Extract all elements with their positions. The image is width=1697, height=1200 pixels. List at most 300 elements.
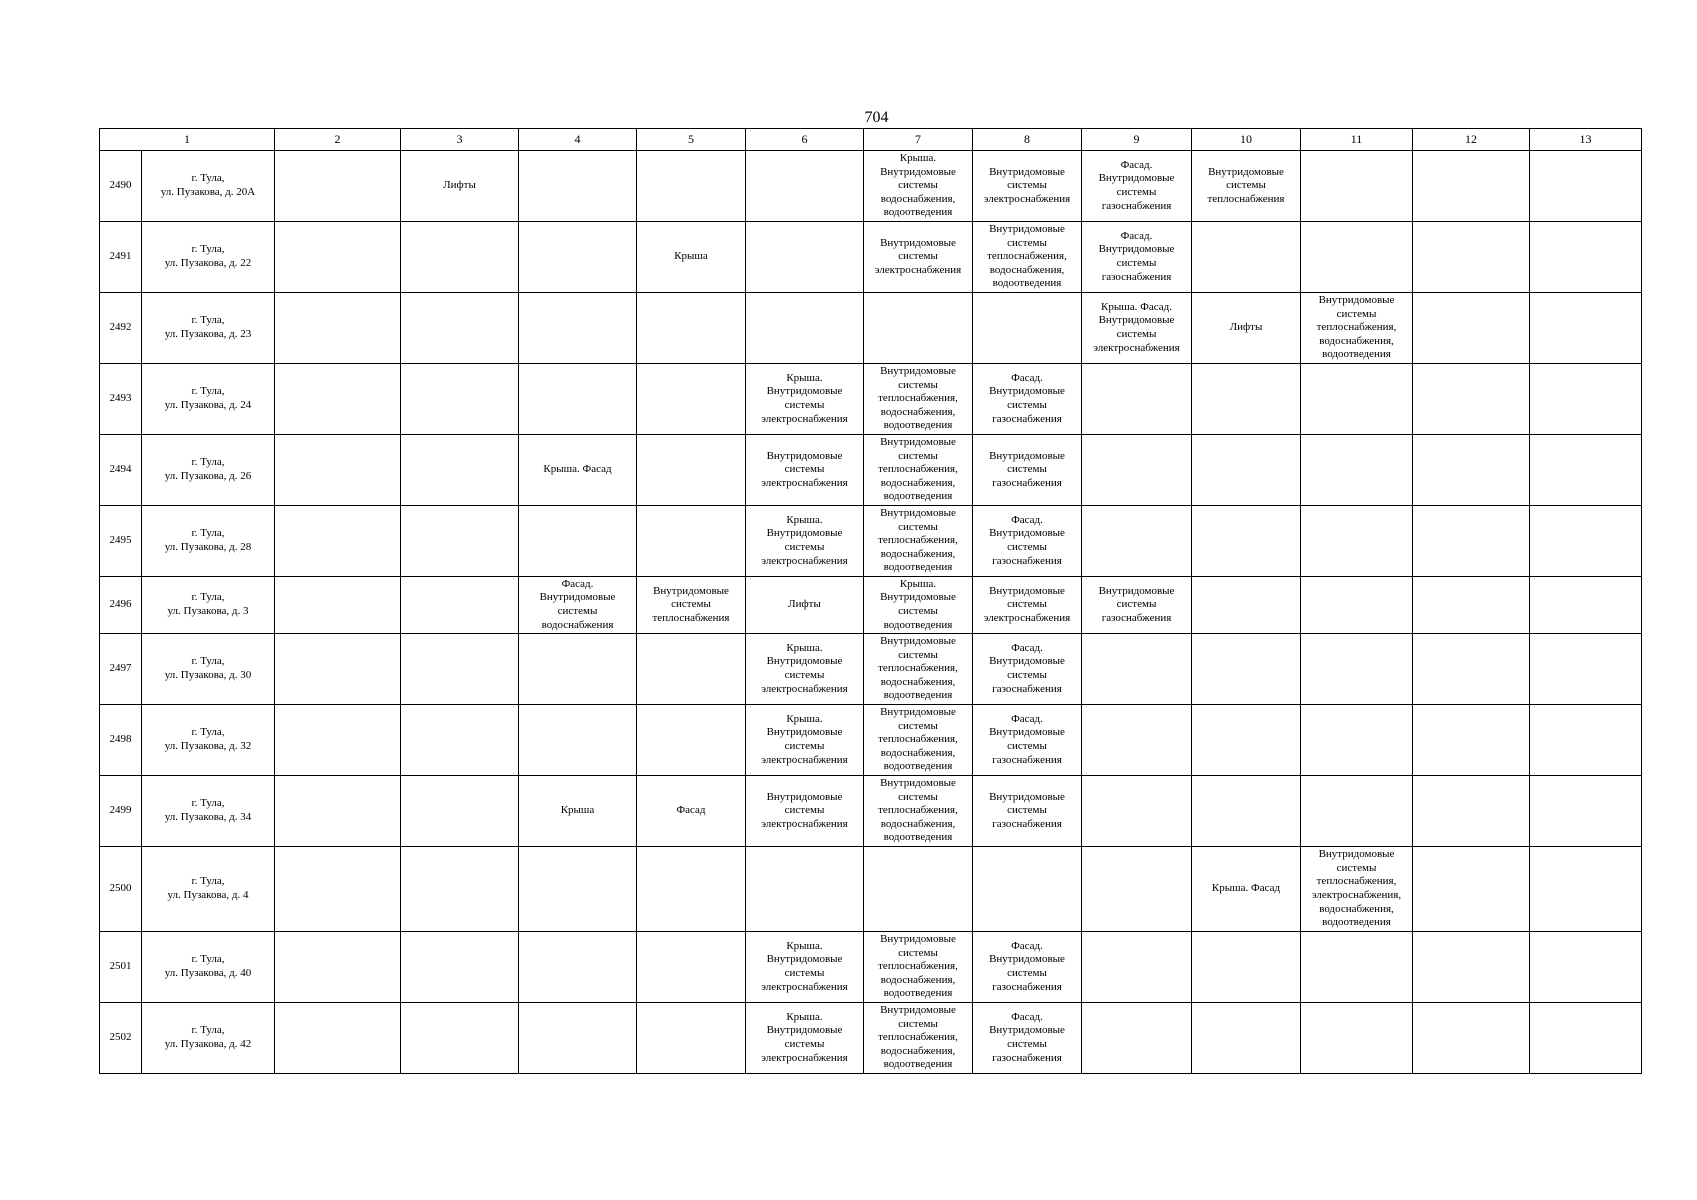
work-cell-col-2 bbox=[275, 1003, 401, 1074]
address-line: г. Тула, bbox=[191, 314, 225, 327]
work-line: системы bbox=[898, 605, 938, 617]
table-row bbox=[100, 634, 1642, 705]
work-line: водоснабжения, bbox=[989, 263, 1065, 276]
work-cell-col-13 bbox=[1530, 435, 1642, 506]
work-line: водоотведения bbox=[883, 987, 953, 1000]
work-cell-col-2 bbox=[275, 293, 401, 364]
work-cell-col-5 bbox=[637, 364, 746, 435]
work-cell-col-10 bbox=[1192, 364, 1301, 435]
table-row bbox=[100, 1003, 1642, 1074]
work-line: Внутридомовые bbox=[880, 365, 956, 378]
work-line: электроснабжения bbox=[761, 412, 848, 425]
work-line: Фасад bbox=[676, 804, 706, 817]
work-line: водоснабжения, bbox=[880, 192, 956, 205]
work-line: системы bbox=[898, 378, 938, 391]
column-header: 5 bbox=[637, 129, 746, 151]
work-line: водоотведения bbox=[883, 206, 953, 219]
work-cell-col-12 bbox=[1413, 634, 1530, 705]
address-cell bbox=[142, 151, 275, 222]
work-line: водоснабжения, bbox=[1319, 902, 1394, 915]
work-cell-col-13 bbox=[1530, 1003, 1642, 1074]
work-cell-col-5 bbox=[637, 293, 746, 364]
work-line: водоотведения bbox=[883, 831, 953, 844]
work-line: Внутридомовые bbox=[989, 790, 1065, 803]
work-cell-col-10 bbox=[1192, 1003, 1301, 1074]
work-line: газоснабжения bbox=[1101, 199, 1172, 212]
row-number: 2490 bbox=[100, 151, 142, 222]
work-cell-col-13 bbox=[1530, 634, 1642, 705]
work-line: Фасад. bbox=[1120, 229, 1153, 242]
table-row bbox=[100, 293, 1642, 364]
work-cell-col-3 bbox=[401, 435, 519, 506]
work-line: Внутридомовые bbox=[766, 527, 843, 540]
work-cell-col-11 bbox=[1301, 222, 1413, 293]
address-line: г. Тула, bbox=[191, 243, 225, 256]
work-line: системы bbox=[1116, 328, 1157, 340]
work-line: газоснабжения bbox=[992, 1051, 1062, 1064]
work-line: системы bbox=[898, 520, 938, 533]
work-line: системы bbox=[1007, 179, 1047, 192]
work-cell-col-9 bbox=[1082, 222, 1192, 293]
work-line: газоснабжения bbox=[992, 476, 1062, 489]
work-cell-col-6 bbox=[746, 364, 864, 435]
work-line: системы bbox=[898, 648, 938, 661]
work-cell-col-13 bbox=[1530, 847, 1642, 932]
work-cell-col-11 bbox=[1301, 506, 1413, 577]
column-header: 11 bbox=[1301, 129, 1413, 151]
work-line: Фасад. bbox=[1011, 371, 1043, 384]
row-number: 2492 bbox=[100, 293, 142, 364]
work-line: теплоснабжения, bbox=[878, 662, 958, 675]
work-line: теплоснабжения, bbox=[987, 250, 1067, 263]
work-cell-col-3 bbox=[401, 847, 519, 932]
work-cell-col-3 bbox=[401, 293, 519, 364]
address-line: г. Тула, bbox=[191, 875, 225, 888]
row-number: 2497 bbox=[100, 634, 142, 705]
work-cell-col-7 bbox=[864, 364, 973, 435]
work-line: теплоснабжения bbox=[1207, 192, 1285, 205]
work-cell-col-4 bbox=[519, 364, 637, 435]
column-header: 7 bbox=[864, 129, 973, 151]
work-cell-col-9 bbox=[1082, 932, 1192, 1003]
column-header: 12 bbox=[1413, 129, 1530, 151]
work-cell-col-12 bbox=[1413, 364, 1530, 435]
work-cell-col-10 bbox=[1192, 151, 1301, 222]
work-line: газоснабжения bbox=[1101, 611, 1172, 624]
work-cell-col-12 bbox=[1413, 847, 1530, 932]
work-line: Внутридомовые bbox=[880, 236, 956, 249]
work-cell-col-6 bbox=[746, 293, 864, 364]
work-cell-col-2 bbox=[275, 847, 401, 932]
work-cell-col-13 bbox=[1530, 222, 1642, 293]
work-cell-col-8 bbox=[973, 847, 1082, 932]
address-line: ул. Пузакова, д. 40 bbox=[164, 967, 252, 979]
work-cell-col-2 bbox=[275, 151, 401, 222]
work-line: Внутридомовые bbox=[989, 584, 1065, 597]
work-line: Крыша. bbox=[786, 939, 823, 952]
work-cell-col-3 bbox=[401, 577, 519, 634]
work-cell-col-13 bbox=[1530, 776, 1642, 847]
address-line: ул. Пузакова, д. 34 bbox=[164, 811, 252, 823]
column-header: 3 bbox=[401, 129, 519, 151]
work-cell-col-13 bbox=[1530, 151, 1642, 222]
work-cell-col-8 bbox=[973, 506, 1082, 577]
address-cell bbox=[142, 577, 275, 634]
address-line: г. Тула, bbox=[191, 456, 225, 469]
work-cell-col-11 bbox=[1301, 634, 1413, 705]
work-cell-col-10 bbox=[1192, 506, 1301, 577]
work-line: электроснабжения bbox=[983, 192, 1071, 205]
work-cell-col-11 bbox=[1301, 293, 1413, 364]
work-cell-col-6 bbox=[746, 506, 864, 577]
work-line: системы bbox=[1007, 236, 1047, 249]
work-line: Внутридомовые bbox=[880, 635, 956, 648]
work-line: водоснабжения, bbox=[880, 973, 956, 986]
work-cell-col-13 bbox=[1530, 577, 1642, 634]
work-cell-col-3 bbox=[401, 151, 519, 222]
work-line: Внутридомовые bbox=[880, 1004, 956, 1017]
work-line: системы bbox=[898, 790, 938, 803]
table-row bbox=[100, 776, 1642, 847]
work-line: газоснабжения bbox=[1101, 270, 1172, 283]
work-cell-col-6 bbox=[746, 847, 864, 932]
work-line: системы bbox=[898, 449, 938, 462]
work-cell-col-12 bbox=[1413, 705, 1530, 776]
column-header: 4 bbox=[519, 129, 637, 151]
work-line: Внутридомовые bbox=[989, 223, 1065, 236]
work-cell-col-10 bbox=[1192, 435, 1301, 506]
work-line: теплоснабжения, bbox=[878, 1031, 958, 1044]
work-cell-col-11 bbox=[1301, 1003, 1413, 1074]
work-cell-col-8 bbox=[973, 364, 1082, 435]
work-line: теплоснабжения, bbox=[878, 733, 958, 746]
table-body bbox=[100, 129, 1642, 1074]
work-line: Внутридомовые bbox=[989, 1024, 1065, 1037]
address-cell bbox=[142, 932, 275, 1003]
work-cell-col-7 bbox=[864, 151, 973, 222]
work-line: Внутридомовые bbox=[989, 655, 1065, 668]
work-line: Крыша bbox=[674, 250, 708, 263]
work-line: Внутридомовые bbox=[766, 655, 843, 668]
work-cell-col-8 bbox=[973, 435, 1082, 506]
work-line: Внутридомовые bbox=[1098, 243, 1175, 256]
work-cell-col-5 bbox=[637, 222, 746, 293]
work-line: Фасад. bbox=[1011, 1010, 1043, 1023]
work-line: Крыша. bbox=[786, 712, 823, 725]
work-line: электроснабжения bbox=[761, 1051, 848, 1064]
work-line: Внутридомовые bbox=[766, 953, 843, 966]
address-line: ул. Пузакова, д. 22 bbox=[164, 257, 252, 269]
address-line: г. Тула, bbox=[191, 655, 225, 668]
work-line: водоснабжения, bbox=[880, 547, 956, 560]
work-line: электроснабжения, bbox=[1311, 889, 1402, 901]
work-line: теплоснабжения, bbox=[878, 804, 958, 817]
work-line: Крыша. bbox=[899, 152, 937, 165]
work-line: системы bbox=[784, 740, 825, 752]
repair-schedule-table bbox=[99, 128, 1642, 1074]
work-cell-col-4 bbox=[519, 634, 637, 705]
address-line: г. Тула, bbox=[191, 527, 225, 540]
work-line: Внутридомовые bbox=[653, 584, 729, 597]
work-cell-col-3 bbox=[401, 506, 519, 577]
work-cell-col-5 bbox=[637, 506, 746, 577]
work-cell-col-11 bbox=[1301, 847, 1413, 932]
work-line: Внутридомовые bbox=[1098, 172, 1175, 185]
address-line: г. Тула, bbox=[191, 797, 225, 810]
row-number: 2495 bbox=[100, 506, 142, 577]
work-line: Крыша. Фасад. bbox=[1101, 300, 1172, 313]
work-line: Внутридомовые bbox=[766, 449, 843, 462]
work-cell-col-11 bbox=[1301, 577, 1413, 634]
address-line: г. Тула, bbox=[191, 953, 225, 966]
work-cell-col-5 bbox=[637, 705, 746, 776]
work-line: системы bbox=[1007, 463, 1047, 476]
work-cell-col-13 bbox=[1530, 364, 1642, 435]
work-line: водоотведения bbox=[883, 760, 953, 773]
work-cell-col-12 bbox=[1413, 932, 1530, 1003]
work-line: Крыша. bbox=[786, 513, 823, 526]
work-cell-col-7 bbox=[864, 222, 973, 293]
address-line: ул. Пузакова, д. 32 bbox=[164, 740, 252, 752]
work-line: системы bbox=[784, 399, 825, 411]
column-header: 10 bbox=[1192, 129, 1301, 151]
work-cell-col-9 bbox=[1082, 506, 1192, 577]
work-line: системы bbox=[784, 541, 825, 553]
work-line: Крыша. Фасад bbox=[543, 463, 612, 476]
work-cell-col-6 bbox=[746, 932, 864, 1003]
work-line: газоснабжения bbox=[992, 753, 1062, 766]
work-line: системы bbox=[784, 669, 825, 681]
work-cell-col-3 bbox=[401, 222, 519, 293]
work-cell-col-11 bbox=[1301, 932, 1413, 1003]
work-line: Внутридомовые bbox=[1098, 584, 1175, 597]
work-line: водоснабжения, bbox=[880, 1044, 956, 1057]
address-line: ул. Пузакова, д. 23 bbox=[164, 328, 252, 340]
work-line: Крыша. bbox=[786, 371, 823, 384]
table-row bbox=[100, 222, 1642, 293]
work-line: электроснабжения bbox=[761, 682, 848, 695]
work-cell-col-12 bbox=[1413, 506, 1530, 577]
work-line: водоотведения bbox=[883, 618, 953, 631]
work-line: системы bbox=[1007, 541, 1047, 553]
work-line: системы bbox=[1007, 1038, 1047, 1050]
work-cell-col-3 bbox=[401, 776, 519, 847]
work-line: Внутридомовые bbox=[989, 385, 1065, 398]
work-cell-col-12 bbox=[1413, 293, 1530, 364]
work-line: теплоснабжения, bbox=[878, 960, 958, 973]
work-line: системы bbox=[784, 967, 825, 979]
table-row bbox=[100, 932, 1642, 1003]
address-line: ул. Пузакова, д. 30 bbox=[164, 669, 252, 681]
work-cell-col-5 bbox=[637, 634, 746, 705]
work-line: газоснабжения bbox=[992, 682, 1062, 695]
work-line: Внутридомовые bbox=[880, 933, 956, 946]
work-cell-col-4 bbox=[519, 932, 637, 1003]
work-cell-col-4 bbox=[519, 293, 637, 364]
work-cell-col-9 bbox=[1082, 847, 1192, 932]
work-line: водоотведения bbox=[883, 490, 953, 503]
work-cell-col-10 bbox=[1192, 634, 1301, 705]
address-cell bbox=[142, 506, 275, 577]
row-number: 2499 bbox=[100, 776, 142, 847]
work-cell-col-8 bbox=[973, 932, 1082, 1003]
column-header: 9 bbox=[1082, 129, 1192, 151]
work-cell-col-10 bbox=[1192, 776, 1301, 847]
work-cell-col-8 bbox=[973, 293, 1082, 364]
page-number: 704 bbox=[864, 109, 889, 126]
work-line: системы bbox=[1007, 598, 1047, 611]
work-cell-col-9 bbox=[1082, 1003, 1192, 1074]
work-line: Крыша bbox=[560, 804, 595, 817]
table-row bbox=[100, 435, 1642, 506]
work-cell-col-5 bbox=[637, 577, 746, 634]
work-cell-col-7 bbox=[864, 506, 973, 577]
work-line: теплоснабжения bbox=[652, 611, 730, 624]
work-line: системы bbox=[1116, 257, 1157, 269]
work-line: водоотведения bbox=[883, 689, 953, 702]
work-line: теплоснабжения, bbox=[878, 463, 958, 476]
address-line: г. Тула, bbox=[191, 726, 225, 739]
work-line: Внутридомовые bbox=[766, 385, 843, 398]
work-line: системы bbox=[1116, 186, 1157, 198]
work-cell-col-11 bbox=[1301, 705, 1413, 776]
work-line: теплоснабжения, bbox=[1316, 321, 1397, 334]
work-cell-col-7 bbox=[864, 1003, 973, 1074]
work-cell-col-10 bbox=[1192, 847, 1301, 932]
row-number: 2500 bbox=[100, 847, 142, 932]
work-cell-col-11 bbox=[1301, 435, 1413, 506]
work-line: газоснабжения bbox=[992, 817, 1062, 830]
work-cell-col-7 bbox=[864, 705, 973, 776]
work-cell-col-2 bbox=[275, 776, 401, 847]
work-line: системы bbox=[1007, 740, 1047, 752]
work-line: водоснабжения bbox=[541, 618, 614, 631]
address-cell bbox=[142, 847, 275, 932]
work-cell-col-4 bbox=[519, 577, 637, 634]
work-line: Лифты bbox=[1229, 321, 1263, 334]
work-cell-col-13 bbox=[1530, 506, 1642, 577]
work-line: Крыша. Фасад bbox=[1211, 882, 1281, 895]
address-cell bbox=[142, 634, 275, 705]
work-line: водоснабжения, bbox=[880, 675, 956, 688]
work-line: системы bbox=[898, 719, 938, 732]
work-cell-col-5 bbox=[637, 776, 746, 847]
work-line: системы bbox=[898, 179, 938, 192]
work-cell-col-10 bbox=[1192, 293, 1301, 364]
table-row bbox=[100, 151, 1642, 222]
work-line: водоснабжения, bbox=[880, 817, 956, 830]
work-cell-col-2 bbox=[275, 577, 401, 634]
work-cell-col-9 bbox=[1082, 577, 1192, 634]
address-cell bbox=[142, 705, 275, 776]
work-cell-col-2 bbox=[275, 222, 401, 293]
work-line: Крыша. bbox=[786, 641, 823, 654]
work-cell-col-13 bbox=[1530, 705, 1642, 776]
work-cell-col-12 bbox=[1413, 776, 1530, 847]
work-line: водоотведения bbox=[883, 1058, 953, 1071]
work-cell-col-8 bbox=[973, 705, 1082, 776]
work-cell-col-11 bbox=[1301, 364, 1413, 435]
address-cell bbox=[142, 776, 275, 847]
work-line: Внутридомовые bbox=[880, 777, 956, 790]
work-line: Внутридомовые bbox=[989, 449, 1065, 462]
work-line: системы bbox=[1336, 861, 1377, 874]
work-cell-col-3 bbox=[401, 705, 519, 776]
work-cell-col-6 bbox=[746, 151, 864, 222]
work-cell-col-3 bbox=[401, 932, 519, 1003]
column-header: 1 bbox=[100, 129, 275, 151]
work-line: Фасад. bbox=[1011, 939, 1043, 952]
work-line: системы bbox=[898, 250, 938, 263]
work-cell-col-5 bbox=[637, 847, 746, 932]
work-cell-col-11 bbox=[1301, 776, 1413, 847]
work-cell-col-6 bbox=[746, 1003, 864, 1074]
column-header: 8 bbox=[973, 129, 1082, 151]
address-cell bbox=[142, 364, 275, 435]
work-cell-col-2 bbox=[275, 364, 401, 435]
work-cell-col-4 bbox=[519, 435, 637, 506]
work-line: Внутридомовые bbox=[880, 436, 956, 449]
work-line: водоотведения bbox=[883, 561, 953, 574]
work-line: системы bbox=[784, 463, 825, 476]
work-cell-col-9 bbox=[1082, 776, 1192, 847]
work-line: Внутридомовые bbox=[880, 591, 956, 604]
work-cell-col-4 bbox=[519, 705, 637, 776]
work-line: водоотведения bbox=[992, 277, 1062, 290]
work-cell-col-5 bbox=[637, 435, 746, 506]
work-line: водоснабжения, bbox=[880, 746, 956, 759]
work-line: Внутридомовые bbox=[1098, 314, 1175, 327]
table-row bbox=[100, 364, 1642, 435]
work-line: системы bbox=[1116, 598, 1157, 611]
work-cell-col-8 bbox=[973, 151, 1082, 222]
work-line: Внутридомовые bbox=[1318, 294, 1395, 307]
address-cell bbox=[142, 222, 275, 293]
work-line: теплоснабжения, bbox=[1316, 875, 1397, 888]
work-cell-col-2 bbox=[275, 634, 401, 705]
work-cell-col-9 bbox=[1082, 151, 1192, 222]
work-cell-col-6 bbox=[746, 634, 864, 705]
work-line: водоснабжения, bbox=[1319, 334, 1394, 347]
column-header: 13 bbox=[1530, 129, 1642, 151]
work-cell-col-2 bbox=[275, 506, 401, 577]
work-line: системы bbox=[1226, 179, 1266, 192]
work-line: Внутридомовые bbox=[989, 953, 1065, 966]
work-line: газоснабжения bbox=[992, 554, 1062, 567]
work-line: Лифты bbox=[788, 598, 821, 611]
work-line: водоснабжения, bbox=[880, 476, 956, 489]
address-line: г. Тула, bbox=[191, 385, 225, 398]
work-line: Внутридомовые bbox=[766, 1024, 843, 1037]
address-line: ул. Пузакова, д. 42 bbox=[164, 1038, 252, 1050]
work-line: электроснабжения bbox=[761, 980, 848, 993]
work-line: системы bbox=[1007, 804, 1047, 817]
address-line: г. Тула, bbox=[191, 1024, 225, 1037]
work-cell-col-8 bbox=[973, 222, 1082, 293]
work-cell-col-3 bbox=[401, 364, 519, 435]
work-cell-col-8 bbox=[973, 776, 1082, 847]
work-line: водоотведения bbox=[1322, 348, 1391, 361]
work-line: водоотведения bbox=[883, 419, 953, 432]
work-cell-col-6 bbox=[746, 776, 864, 847]
work-line: Внутридомовые bbox=[766, 726, 843, 739]
work-line: теплоснабжения, bbox=[878, 534, 958, 547]
work-line: системы bbox=[671, 598, 711, 611]
work-cell-col-9 bbox=[1082, 634, 1192, 705]
work-line: электроснабжения bbox=[761, 817, 848, 830]
work-line: теплоснабжения, bbox=[878, 392, 958, 405]
work-cell-col-10 bbox=[1192, 705, 1301, 776]
